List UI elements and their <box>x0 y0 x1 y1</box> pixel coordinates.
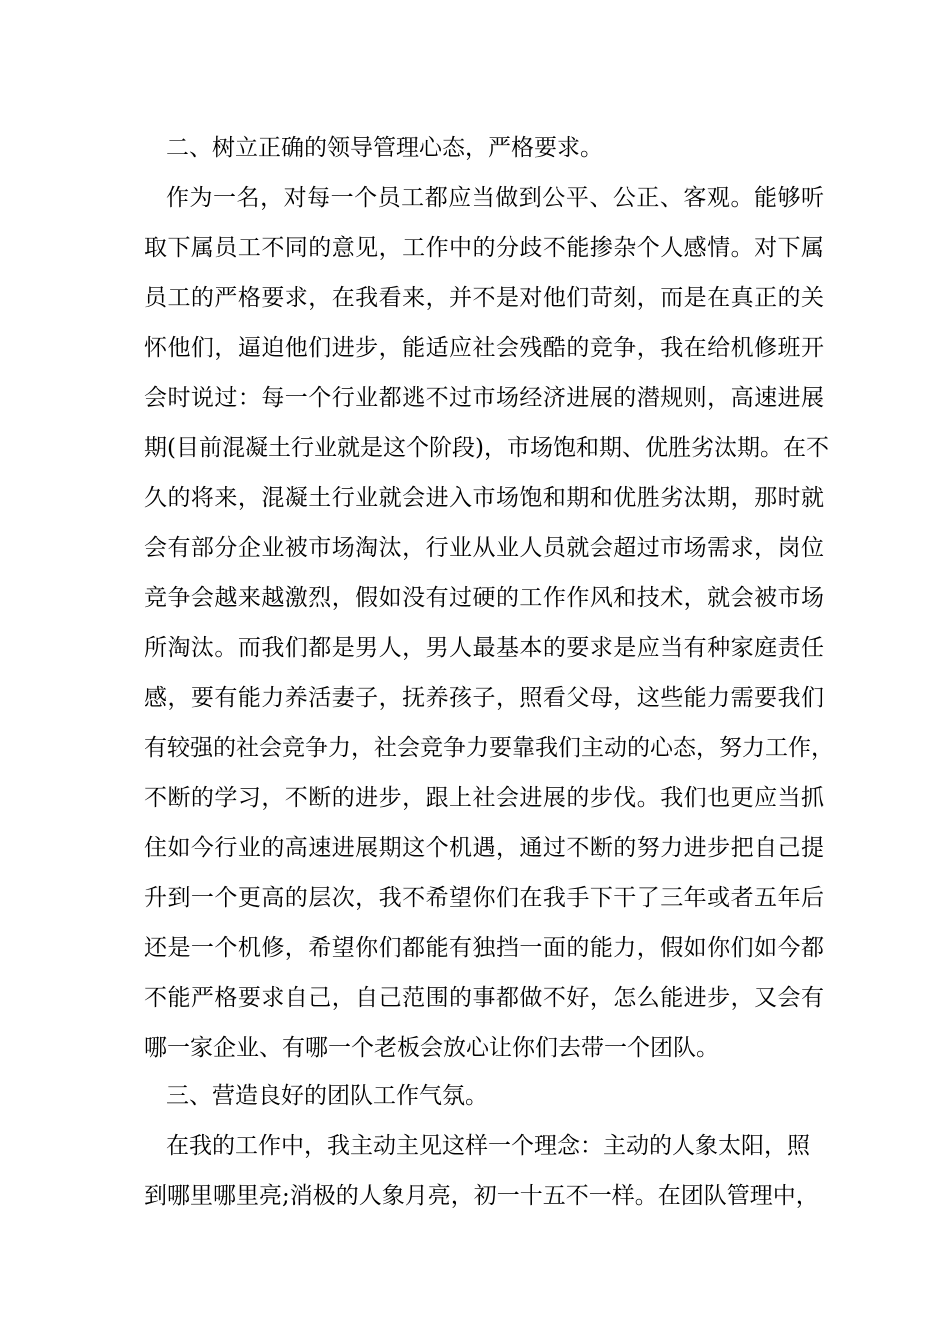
paragraph-line: 期(目前混凝土行业就是这个阶段)，市场饱和期、优胜劣汰期。在不 <box>144 435 829 461</box>
paragraph-line: 不能严格要求自己，自己范围的事都做不好，怎么能进步，又会有 <box>144 985 824 1011</box>
paragraph-line: 住如今行业的高速进展期这个机遇，通过不断的努力进步把自己提 <box>144 835 824 861</box>
paragraph-line: 取下属员工不同的意见，工作中的分歧不能掺杂个人感情。对下属 <box>144 235 824 261</box>
paragraph-line: 不断的学习，不断的进步，跟上社会进展的步伐。我们也更应当抓 <box>144 785 824 811</box>
paragraph-line: 到哪里哪里亮;消极的人象月亮，初一十五不一样。在团队管理中， <box>144 1183 819 1209</box>
paragraph-line: 哪一家企业、有哪一个老板会放心让你们去带一个团队。 <box>144 1035 719 1061</box>
paragraph-line: 有较强的社会竞争力，社会竞争力要靠我们主动的心态，努力工作， <box>144 735 834 761</box>
paragraph-line: 作为一名，对每一个员工都应当做到公平、公正、客观。能够听 <box>166 185 824 211</box>
paragraph-line: 员工的严格要求，在我看来，并不是对他们苛刻，而是在真正的关 <box>144 285 824 311</box>
section-heading-two: 二、树立正确的领导管理心态，严格要求。 <box>166 135 603 161</box>
paragraph-line: 在我的工作中，我主动主见这样一个理念：主动的人象太阳，照 <box>166 1133 810 1159</box>
paragraph-line: 怀他们，逼迫他们进步，能适应社会残酷的竞争，我在给机修班开 <box>144 335 824 361</box>
paragraph-line: 久的将来，混凝土行业就会进入市场饱和期和优胜劣汰期，那时就 <box>144 485 824 511</box>
section-heading-three: 三、营造良好的团队工作气氛。 <box>166 1083 488 1109</box>
paragraph-line: 升到一个更高的层次，我不希望你们在我手下干了三年或者五年后 <box>144 885 824 911</box>
paragraph-line: 所淘汰。而我们都是男人，男人最基本的要求是应当有种家庭责任 <box>144 635 824 661</box>
paragraph-line: 感，要有能力养活妻子，抚养孩子，照看父母，这些能力需要我们 <box>144 685 824 711</box>
paragraph-line: 竞争会越来越激烈，假如没有过硬的工作作风和技术，就会被市场 <box>144 585 824 611</box>
paragraph-line: 还是一个机修，希望你们都能有独挡一面的能力，假如你们如今都 <box>144 935 824 961</box>
paragraph-line: 会时说过：每一个行业都逃不过市场经济进展的潜规则，高速进展 <box>144 385 824 411</box>
paragraph-line: 会有部分企业被市场淘汰，行业从业人员就会超过市场需求，岗位 <box>144 535 824 561</box>
